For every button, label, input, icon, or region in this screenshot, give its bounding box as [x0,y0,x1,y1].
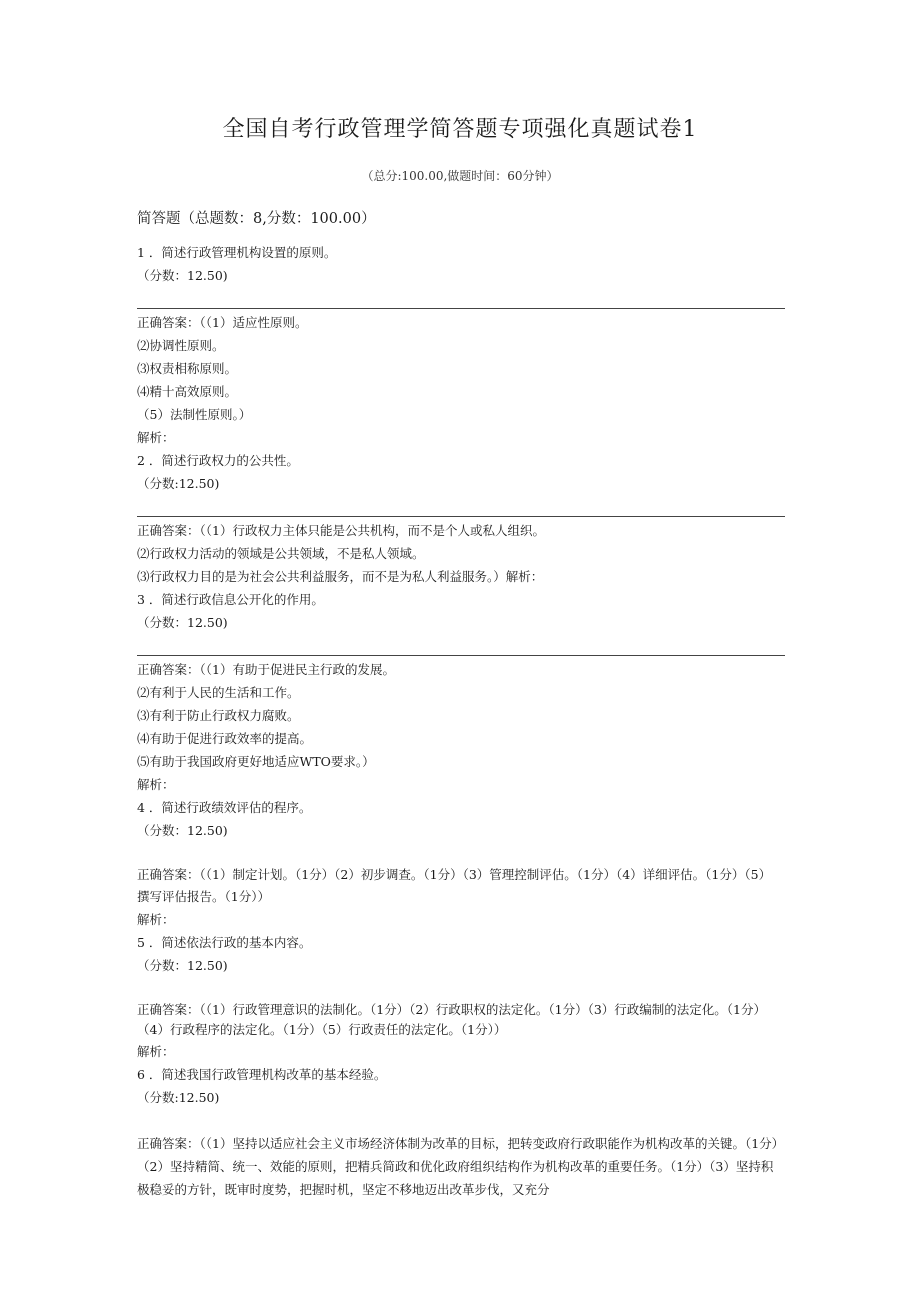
question-text: 5 ．简述依法行政的基本内容。 [137,935,312,950]
answer-paragraph: 正确答案：（（1）制定计划。（1分）（2）初步调查。（1分）（3）管理控制评估。（1分）（4）详细评估。（1分）（5） [137,867,772,882]
question-text: 6 ．简述我国行政管理机构改革的基本经验。 [137,1067,387,1082]
answer-line: （5）法制性原则。） [137,407,252,422]
answer-line: ⑵协调性原则。 [137,338,225,353]
answer-line: 正确答案：（（1）适应性原则。 [137,315,308,330]
answer-line: ⑷有助于促进行政效率的提高。 [137,731,313,746]
question-score: （分数:12.50) [137,1090,220,1105]
exam-meta: （总分:100.00,做题时间：60分钟） [361,169,559,183]
analysis-label: 解析： [137,777,175,792]
answer-line: 正确答案：（（1）行政权力主体只能是公共机构，而不是个人或私人组织。 [137,523,545,538]
question-4 [137,796,785,931]
answer-divider [137,655,785,656]
question-2 [137,449,785,588]
question-text: 3 ．简述行政信息公开化的作用。 [137,592,324,607]
question-text: 4 ．简述行政绩效评估的程序。 [137,800,312,815]
answer-line: ⑵行政权力活动的领域是公共领域，不是私人领域。 [137,546,425,561]
question-6 [137,1063,785,1201]
answer-divider [137,516,785,517]
page-title: 全国自考行政管理学简答题专项强化真题试卷1 [222,117,698,142]
question-score: （分数：12.50) [137,823,228,838]
question-score: （分数：12.50) [137,615,228,630]
section-heading: 简答题（总题数：8,分数：100.00） [137,211,376,227]
question-score: （分数：12.50) [137,958,228,973]
question-1 [137,241,785,449]
answer-line: ⑷精十高效原则。 [137,384,238,399]
question-score: （分数:12.50) [137,476,220,491]
question-score: （分数：12.50) [137,268,228,283]
analysis-label: 解析： [137,1044,175,1059]
answer-divider [137,308,785,309]
answer-line: ⑶权责相称原则。 [137,361,238,376]
question-list [137,241,785,1201]
analysis-label: 解析： [137,912,175,927]
answer-paragraph: 正确答案：（（1）行政管理意识的法制化。（1分）（2）行政职权的法定化。（1分）（3）行政编制的法定化。（1分）（4）行政程序的法定化。（1分）（5）行政责任的法定化。（1分）） [137,1002,766,1037]
answer-line: ⑶有利于防止行政权力腐败。 [137,708,300,723]
answer-line: ⑸有助于我国政府更好地适应WTO要求。） [137,754,375,769]
question-text: 2 ．简述行政权力的公共性。 [137,453,299,468]
answer-paragraph: 正确答案：（（1）坚持以适应社会主义市场经济体制为改革的目标，把转变政府行政职能作为机构改革的关键。（1分）（2）坚持精简、统一、效能的原则，把精兵简政和优化政府组织结构作为机构改革的重要任务。（1分）（3）坚持积极稳妥的方针，既审时度势，把握时机，坚定不移地迈出改革步伐，又充分 [137,1136,785,1197]
answer-line: ⑵有利于人民的生活和工作。 [137,685,300,700]
analysis-label: 解析： [137,430,175,445]
answer-line: 撰写评估报告。（1分）） [137,889,270,904]
answer-line: ⑶行政权力目的是为社会公共利益服务，而不是为私人利益服务。）解析： [137,569,544,584]
question-3 [137,588,785,796]
question-text: 1 ．简述行政管理机构设置的原则。 [137,245,337,260]
answer-line: 正确答案：（（1）有助于促进民主行政的发展。 [137,662,395,677]
question-5 [137,931,785,1063]
